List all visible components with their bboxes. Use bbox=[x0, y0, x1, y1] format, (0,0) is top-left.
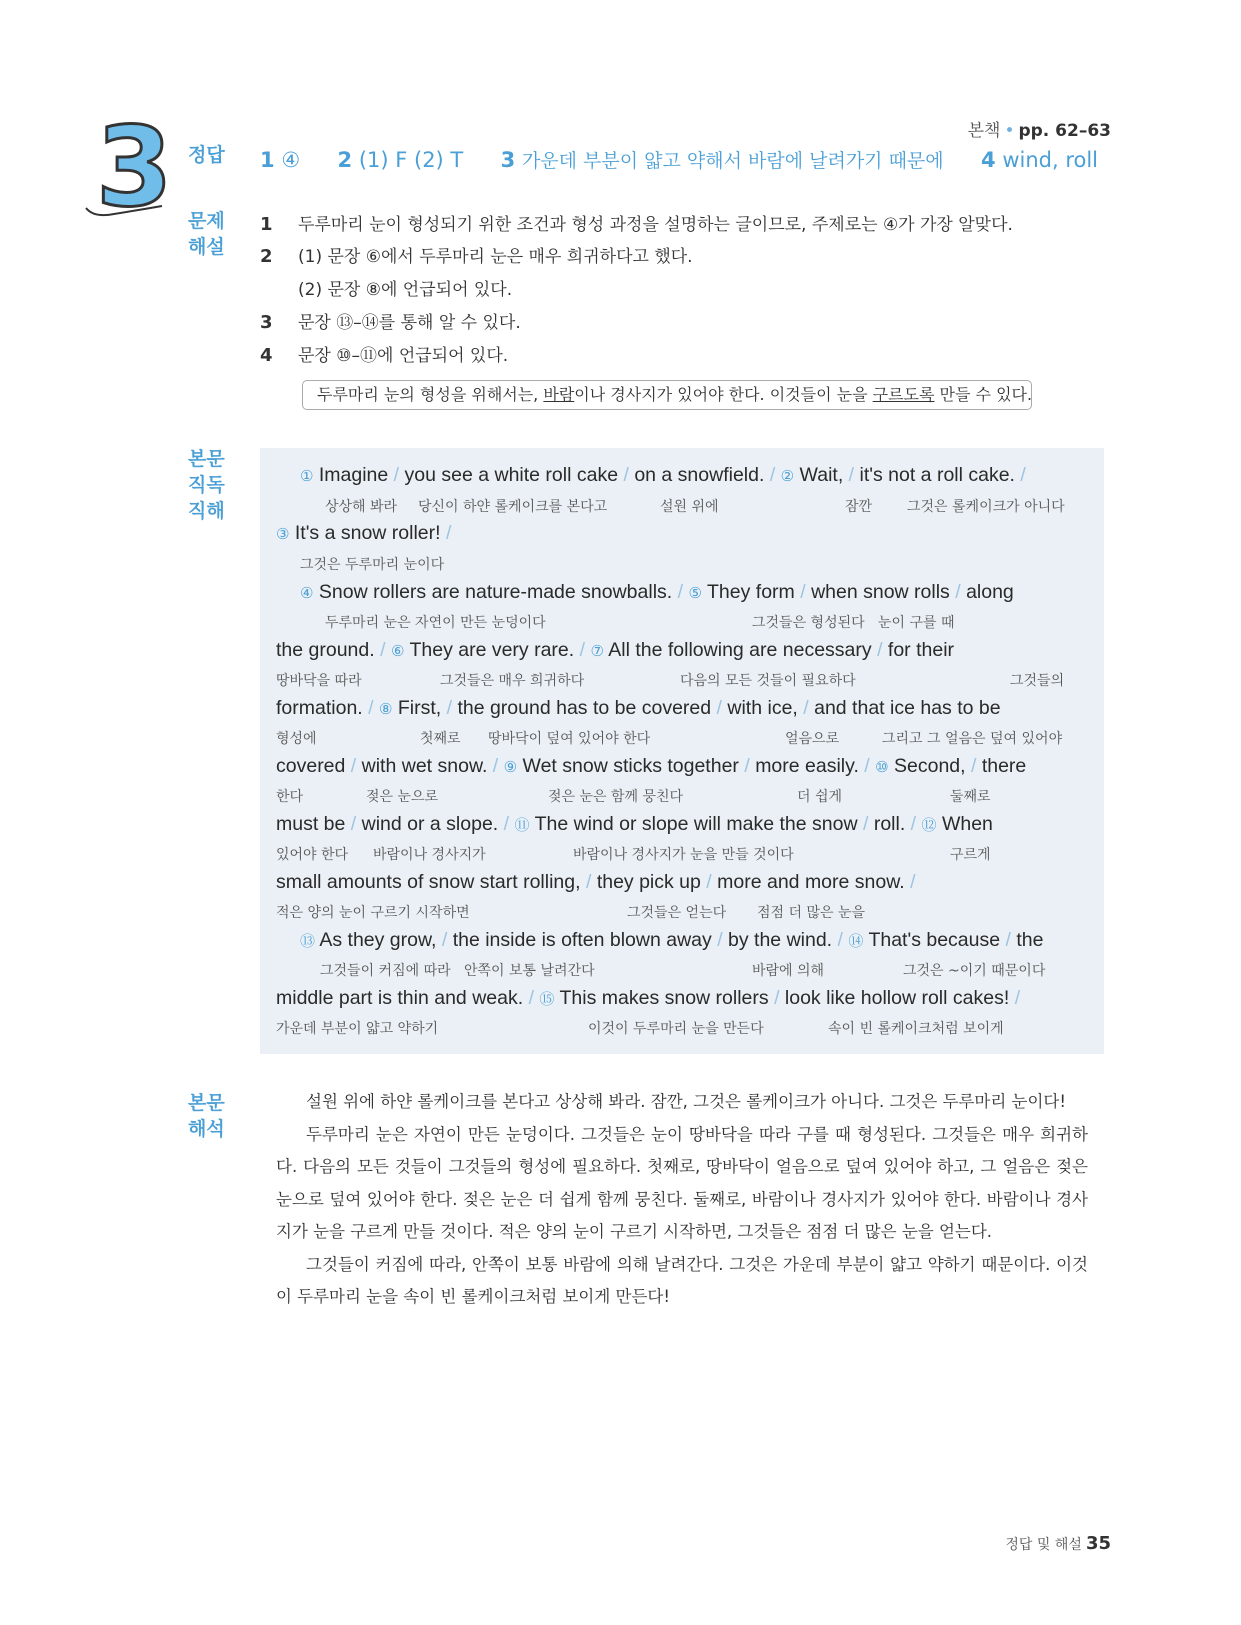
book-label: 본책 bbox=[967, 121, 1001, 141]
sentence-number: ⑧ bbox=[378, 700, 393, 718]
chunk: Wait, bbox=[799, 464, 844, 486]
chunk: middle part is thin and weak. bbox=[276, 987, 524, 1009]
chunk: the ground has to be covered bbox=[457, 697, 712, 719]
sentence-number: ① bbox=[300, 467, 314, 485]
chunk: Wet snow sticks together bbox=[522, 755, 739, 777]
chunk: must be bbox=[276, 813, 346, 835]
sentence-number: ⑨ bbox=[503, 758, 518, 776]
chunk: more and more snow. bbox=[717, 871, 905, 893]
sentence-number: ② bbox=[780, 467, 795, 485]
explanation-number: 2 bbox=[260, 246, 273, 267]
reading-line-5: formation. / ⑧ First, / the ground has to be covered / with ice, / and that ice has to be bbox=[276, 697, 1001, 719]
reading-line-1: ① Imagine / you see a white roll cake / on a snowfield. / ② Wait, / it's not a roll cake. / bbox=[300, 464, 1026, 486]
chunk: Imagine bbox=[318, 464, 389, 486]
explanation-text: (1) 문장 ⑥에서 두루마리 눈은 매우 희귀하다고 했다. bbox=[298, 247, 693, 267]
gloss: 바람이나 경사지가 bbox=[373, 847, 486, 863]
sentence-number: ⑬ bbox=[300, 932, 316, 950]
reading-label-line2: 직독 bbox=[188, 474, 225, 496]
gloss: 젖은 눈으로 bbox=[366, 789, 439, 805]
gloss: 바람에 의해 bbox=[752, 963, 825, 979]
explanation-number: 4 bbox=[260, 345, 273, 366]
sentence-number: ⑫ bbox=[921, 816, 937, 834]
reading-line-2: ③ It's a snow roller! / bbox=[276, 522, 452, 544]
explanation-text: 두루마리 눈이 형성되기 위한 조건과 형성 과정을 설명하는 글이므로, 주제로는 ④가 가장 알맞다. bbox=[298, 215, 1013, 235]
number-swoosh-decoration bbox=[84, 200, 164, 222]
answers-line bbox=[260, 146, 1098, 173]
chunk: Second, bbox=[894, 755, 966, 777]
explanation-item-3 bbox=[260, 308, 521, 333]
chunk: wind or a slope. bbox=[361, 813, 499, 835]
explanation-label bbox=[188, 208, 238, 260]
sentence-number: ③ bbox=[276, 525, 290, 543]
answer-1-value: ④ bbox=[281, 148, 301, 172]
translation-label-line2: 해석 bbox=[188, 1118, 225, 1140]
chunk: when snow rolls bbox=[811, 581, 950, 603]
summary-text: 두루마리 눈의 형성을 위해서는, bbox=[317, 385, 544, 404]
chunk: It's a snow roller! bbox=[294, 522, 441, 544]
gloss: 땅바닥을 따라 bbox=[276, 673, 362, 689]
explanation-text: (2) 문장 ⑧에 언급되어 있다. bbox=[298, 280, 513, 300]
chunk: covered bbox=[276, 755, 346, 777]
gloss: 둘째로 bbox=[950, 789, 991, 805]
translation-paragraph: 그것들이 커짐에 따라, 안쪽이 보통 바람에 의해 날려간다. 그것은 가운데 부분이 얇고 약하기 때문이다. 이것이 두루마리 눈을 속이 빈 롤케이크처럼 보이게 만든다! bbox=[276, 1254, 1088, 1306]
answer-2-number: 2 bbox=[337, 148, 353, 172]
answer-4-number: 4 bbox=[981, 148, 996, 172]
chunk: on a snowfield. bbox=[634, 464, 765, 486]
answer-4-value: wind, roll bbox=[1002, 148, 1099, 172]
chunk: there bbox=[981, 755, 1027, 777]
gloss: 두루마리 눈은 자연이 만든 눈덩이다 bbox=[325, 615, 546, 631]
chunk: and that ice has to be bbox=[814, 697, 1001, 719]
gloss: 그것들은 얻는다 bbox=[627, 905, 727, 921]
explanation-number: 3 bbox=[260, 312, 273, 333]
chunk: As they grow, bbox=[319, 929, 437, 951]
sentence-number: ⑪ bbox=[514, 816, 530, 834]
gloss: 당신이 하얀 롤케이크를 본다고 bbox=[418, 499, 608, 515]
chunk: formation. bbox=[276, 697, 363, 719]
reading-label-line3: 직해 bbox=[188, 500, 225, 522]
chunk: for their bbox=[887, 639, 955, 661]
gloss: 그것들은 매우 희귀하다 bbox=[440, 673, 585, 689]
gloss: 한다 bbox=[276, 789, 304, 805]
chunk: roll. bbox=[873, 813, 906, 835]
gloss: 구르게 bbox=[950, 847, 991, 863]
gloss: 그것들의 bbox=[1010, 673, 1065, 689]
gloss: 이것이 두루마리 눈을 만든다 bbox=[588, 1021, 764, 1037]
bullet-dot: • bbox=[1004, 121, 1015, 141]
chunk: This makes snow rollers bbox=[559, 987, 769, 1009]
explanation-item-2 bbox=[260, 242, 693, 267]
reading-line-6: covered / with wet snow. / ⑨ Wet snow sticks together / more easily. / ⑩ Second, / there bbox=[276, 755, 1027, 777]
reading-label bbox=[188, 446, 238, 524]
gloss: 안쪽이 보통 날려간다 bbox=[464, 963, 595, 979]
summary-box bbox=[302, 380, 1032, 410]
answer-3-number: 3 bbox=[500, 148, 516, 172]
summary-text: 만들 수 있다. bbox=[934, 385, 1033, 404]
gloss: 그것은 ~이기 때문이다 bbox=[903, 963, 1046, 979]
chunk: more easily. bbox=[755, 755, 859, 777]
gloss: 그것들은 형성된다 bbox=[752, 615, 865, 631]
gloss: 젖은 눈은 함께 뭉친다 bbox=[548, 789, 684, 805]
chunk: They are very rare. bbox=[409, 639, 575, 661]
problem-number: 3 bbox=[96, 103, 173, 231]
explanation-item-1 bbox=[260, 210, 1013, 235]
gloss: 그리고 그 얼음은 덮여 있어야 bbox=[882, 731, 1063, 747]
explanation-label-line1: 문제 bbox=[188, 210, 225, 232]
gloss: 다음의 모든 것들이 필요하다 bbox=[680, 673, 856, 689]
gloss: 가운데 부분이 얇고 약하기 bbox=[276, 1021, 439, 1037]
chunk: with wet snow. bbox=[361, 755, 488, 777]
chunk: The wind or slope will make the snow bbox=[534, 813, 858, 835]
chunk: along bbox=[966, 581, 1014, 603]
explanation-text: 문장 ⑬–⑭를 통해 알 수 있다. bbox=[298, 313, 521, 333]
gloss: 형성에 bbox=[276, 731, 317, 747]
footer-label: 정답 및 해설 bbox=[1005, 1537, 1082, 1553]
chunk: They form bbox=[707, 581, 795, 603]
chunk: the bbox=[1016, 929, 1044, 951]
reading-line-8: small amounts of snow start rolling, / they pick up / more and more snow. / bbox=[276, 871, 916, 893]
explanation-item-2b bbox=[260, 275, 512, 300]
gloss: 눈이 구를 때 bbox=[878, 615, 955, 631]
sentence-number: ⑤ bbox=[688, 584, 702, 602]
reading-line-4: the ground. / ⑥ They are very rare. / ⑦ All the following are necessary / for their bbox=[276, 639, 955, 661]
sentence-number: ⑮ bbox=[539, 990, 555, 1008]
gloss: 점점 더 많은 눈을 bbox=[757, 905, 866, 921]
answer-1-number: 1 bbox=[260, 148, 275, 172]
reading-line-10: middle part is thin and weak. / ⑮ This makes snow rollers / look like hollow roll cakes! / bbox=[276, 987, 1021, 1009]
answer-3-value: 가운데 부분이 얇고 약해서 바람에 날려가기 때문에 bbox=[521, 150, 944, 172]
chunk: the ground. bbox=[276, 639, 375, 661]
reading-line-7: must be / wind or a slope. / ⑪ The wind or slope will make the snow / roll. / ⑫ When bbox=[276, 813, 993, 835]
gloss: 땅바닥이 덮여 있어야 한다 bbox=[488, 731, 651, 747]
chunk: with ice, bbox=[727, 697, 798, 719]
answer-label: 정답 bbox=[188, 144, 225, 166]
explanation-number: 1 bbox=[260, 214, 273, 235]
gloss: 첫째로 bbox=[420, 731, 461, 747]
chunk: by the wind. bbox=[728, 929, 833, 951]
gloss: 있어야 한다 bbox=[276, 847, 349, 863]
gloss: 그것은 두루마리 눈이다 bbox=[300, 557, 445, 573]
page-number: 35 bbox=[1085, 1533, 1111, 1554]
sentence-number: ⑩ bbox=[875, 758, 889, 776]
translation-body bbox=[276, 1086, 1088, 1314]
translation-label-line1: 본문 bbox=[188, 1092, 225, 1114]
page-footer bbox=[1005, 1533, 1111, 1554]
chunk: look like hollow roll cakes! bbox=[784, 987, 1010, 1009]
chunk: That's because bbox=[868, 929, 1001, 951]
chunk: When bbox=[941, 813, 993, 835]
gloss: 상상해 봐라 bbox=[325, 499, 398, 515]
gloss: 설원 위에 bbox=[660, 499, 719, 515]
chunk: First, bbox=[397, 697, 442, 719]
reading-line-9: ⑬ As they grow, / the inside is often blown away / by the wind. / ⑭ That's because / the bbox=[300, 929, 1044, 951]
gloss: 바람이나 경사지가 눈을 만들 것이다 bbox=[573, 847, 794, 863]
summary-text: 이나 경사지가 있어야 한다. 이것들이 눈을 bbox=[574, 385, 873, 404]
translation-paragraph: 두루마리 눈은 자연이 만든 눈덩이다. 그것들은 눈이 땅바닥을 따라 구를 때 형성된다. 그것들은 매우 희귀하다. 다음의 모든 것들이 그것들의 형성에 필요하다. 첫째로, 땅바닥이 얼음으로 덮여 있어야 하고, 그 얼음은 젖은 눈으로 덮여 있어야 한다. 젖은 눈은 더 쉽게 함께 뭉친다. 둘째로, 바람이나 경사지가 있어야 한다. 바람이나 경사지가 눈을 구르게 만들 것이다. 적은 양의 눈이 구르기 시작하면, 그것들은 점점 더 많은 눈을 얻는다. bbox=[276, 1124, 1088, 1241]
explanation-text: 문장 ⑩–⑪에 언급되어 있다. bbox=[298, 346, 509, 366]
chunk: you see a white roll cake bbox=[404, 464, 619, 486]
chunk: Snow rollers are nature-made snowballs. bbox=[318, 581, 673, 603]
sentence-number: ⑥ bbox=[390, 642, 405, 660]
pages-label: pp. 62–63 bbox=[1018, 121, 1111, 141]
gloss: 그것들이 커짐에 따라 bbox=[320, 963, 451, 979]
page-reference bbox=[968, 116, 1111, 141]
answer-2-value: (1) F (2) T bbox=[358, 148, 464, 172]
gloss: 속이 빈 롤케이크처럼 보이게 bbox=[828, 1021, 1004, 1037]
gloss: 그것은 롤케이크가 아니다 bbox=[907, 499, 1065, 515]
translation-label bbox=[188, 1090, 238, 1142]
sentence-number: ⑦ bbox=[590, 642, 604, 660]
translation-paragraph: 설원 위에 하얀 롤케이크를 본다고 상상해 봐라. 잠깐, 그것은 롤케이크가 아니다. 그것은 두루마리 눈이다! bbox=[306, 1092, 1066, 1111]
gloss: 얼음으로 bbox=[785, 731, 840, 747]
sentence-number: ⑭ bbox=[848, 932, 864, 950]
reading-label-line1: 본문 bbox=[188, 448, 225, 470]
summary-blank-2: 구르도록 bbox=[872, 385, 935, 404]
chunk: small amounts of snow start rolling, bbox=[276, 871, 581, 893]
chunk: they pick up bbox=[596, 871, 701, 893]
gloss: 적은 양의 눈이 구르기 시작하면 bbox=[276, 905, 470, 921]
sentence-number: ④ bbox=[300, 584, 314, 602]
chunk: it's not a roll cake. bbox=[859, 464, 1015, 486]
summary-blank-1: 바람 bbox=[543, 385, 575, 404]
explanation-label-line2: 해설 bbox=[188, 236, 225, 258]
explanation-item-4 bbox=[260, 341, 508, 366]
gloss: 더 쉽게 bbox=[797, 789, 843, 805]
chunk: All the following are necessary bbox=[608, 639, 872, 661]
reading-line-3: ④ Snow rollers are nature-made snowballs. / ⑤ They form / when snow rolls / along bbox=[300, 581, 1014, 603]
gloss: 잠깐 bbox=[845, 499, 873, 515]
chunk: the inside is often blown away bbox=[452, 929, 712, 951]
